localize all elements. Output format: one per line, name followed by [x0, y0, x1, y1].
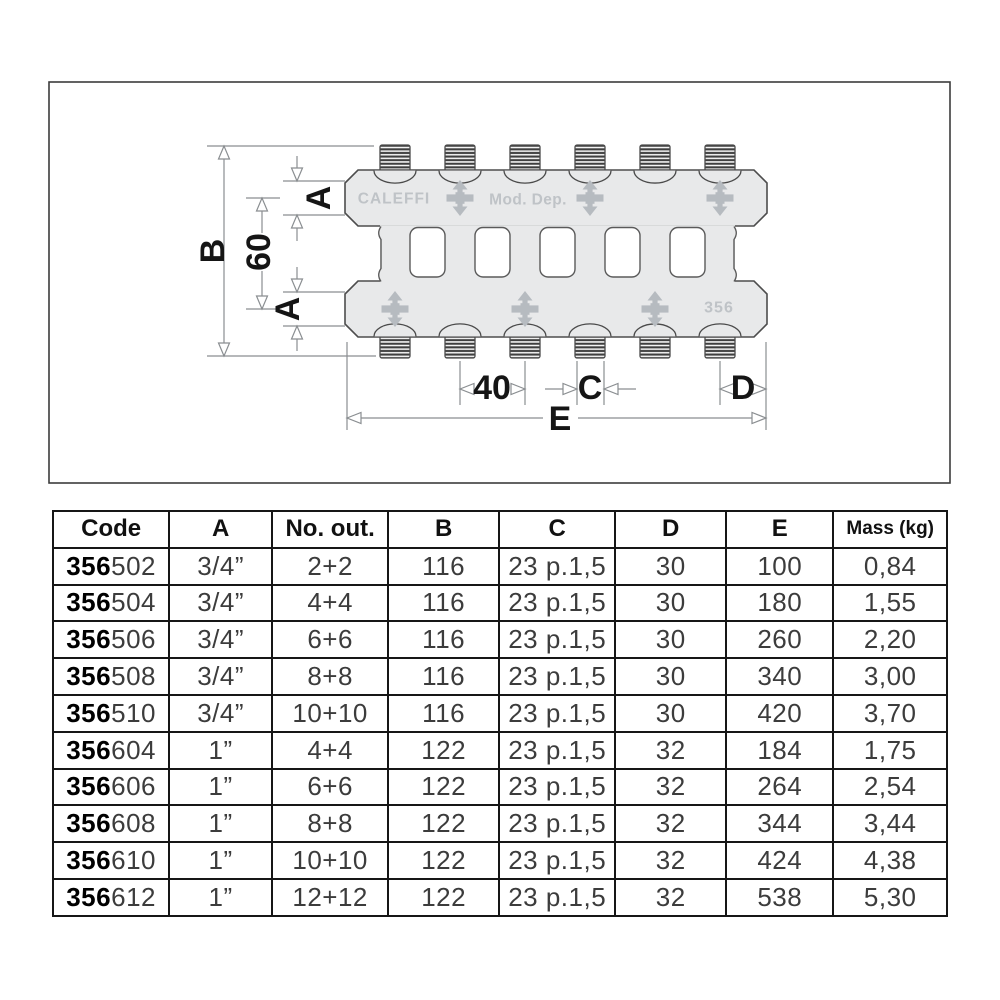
table-row: [53, 695, 947, 732]
cell-e: 340: [726, 658, 833, 695]
cell-b: 116: [388, 621, 499, 658]
cell-e: 184: [726, 732, 833, 769]
cell-a: 1”: [169, 805, 272, 842]
cell-no-out: 8+8: [272, 805, 388, 842]
cell-mass: 1,55: [833, 585, 947, 622]
cell-code: [53, 585, 169, 622]
cell-no-out: 10+10: [272, 695, 388, 732]
cell-mass: 2,20: [833, 621, 947, 658]
code-prefix: 356: [66, 624, 112, 655]
cell-b: 116: [388, 695, 499, 732]
col-header-mass: Mass (kg): [833, 511, 947, 548]
cell-e: 420: [726, 695, 833, 732]
cell-c: 23 p.1,5: [499, 842, 615, 879]
code-suffix: 508: [111, 661, 156, 692]
cell-no-out: 4+4: [272, 732, 388, 769]
code-prefix: 356: [66, 734, 112, 765]
code-prefix: 356: [66, 550, 112, 581]
cell-no-out: 4+4: [272, 585, 388, 622]
cell-b: 116: [388, 548, 499, 585]
code-prefix: 356: [66, 808, 112, 839]
cell-code: [53, 805, 169, 842]
table-row: [53, 658, 947, 695]
cell-c: 23 p.1,5: [499, 658, 615, 695]
col-header-a: A: [169, 511, 272, 548]
table-row: [53, 842, 947, 879]
cell-c: 23 p.1,5: [499, 879, 615, 916]
cell-a: 3/4”: [169, 585, 272, 622]
cell-c: 23 p.1,5: [499, 805, 615, 842]
cell-c: 23 p.1,5: [499, 769, 615, 806]
cell-a: 1”: [169, 842, 272, 879]
cell-no-out: 12+12: [272, 879, 388, 916]
cell-d: 30: [615, 585, 726, 622]
dim-label-40: 40: [473, 369, 511, 407]
cell-mass: 3,00: [833, 658, 947, 695]
dim-label-60: 60: [240, 233, 278, 271]
cell-d: 32: [615, 879, 726, 916]
cell-e: 260: [726, 621, 833, 658]
cell-a: 3/4”: [169, 548, 272, 585]
cell-code: [53, 621, 169, 658]
col-header-b: B: [388, 511, 499, 548]
cell-code: [53, 842, 169, 879]
specification-table: [52, 510, 948, 917]
table-row: [53, 621, 947, 658]
code-prefix: 356: [66, 661, 112, 692]
header-row: [53, 511, 947, 548]
cell-c: 23 p.1,5: [499, 695, 615, 732]
table-row: [53, 732, 947, 769]
col-header-e: E: [726, 511, 833, 548]
dim-label-D: D: [730, 369, 756, 407]
code-prefix: 356: [66, 845, 112, 876]
cell-code: [53, 548, 169, 585]
cell-c: 23 p.1,5: [499, 732, 615, 769]
table-row: [53, 805, 947, 842]
cell-d: 30: [615, 548, 726, 585]
code-suffix: 506: [111, 624, 156, 655]
cell-mass: 2,54: [833, 769, 947, 806]
cell-a: 3/4”: [169, 695, 272, 732]
cell-b: 122: [388, 842, 499, 879]
cell-d: 30: [615, 621, 726, 658]
code-prefix: 356: [66, 771, 112, 802]
cell-b: 122: [388, 732, 499, 769]
cell-a: 1”: [169, 769, 272, 806]
cell-no-out: 6+6: [272, 769, 388, 806]
cell-code: [53, 769, 169, 806]
cell-mass: 3,44: [833, 805, 947, 842]
cell-code: [53, 732, 169, 769]
code-prefix: 356: [66, 697, 112, 728]
dim-label-B: B: [194, 238, 232, 264]
cell-e: 180: [726, 585, 833, 622]
table-row: [53, 548, 947, 585]
cell-d: 32: [615, 805, 726, 842]
code-suffix: 612: [111, 881, 156, 912]
cell-no-out: 8+8: [272, 658, 388, 695]
cell-code: [53, 695, 169, 732]
code-suffix: 608: [111, 808, 156, 839]
code-prefix: 356: [66, 587, 112, 618]
model-note-lettering: Mod. Dep.: [489, 191, 567, 209]
dim-label-A-top: A: [300, 185, 338, 211]
cell-b: 116: [388, 658, 499, 695]
cell-e: 264: [726, 769, 833, 806]
cell-e: 344: [726, 805, 833, 842]
cell-b: 116: [388, 585, 499, 622]
cell-no-out: 6+6: [272, 621, 388, 658]
cell-b: 122: [388, 769, 499, 806]
cell-code: [53, 658, 169, 695]
dim-label-A-bottom: A: [269, 296, 307, 322]
series-lettering: 356: [704, 299, 734, 317]
code-suffix: 504: [111, 587, 156, 618]
cell-code: [53, 879, 169, 916]
table-row: [53, 585, 947, 622]
cell-b: 122: [388, 805, 499, 842]
cell-c: 23 p.1,5: [499, 585, 615, 622]
col-header-code: Code: [53, 511, 169, 548]
cell-e: 538: [726, 879, 833, 916]
cell-no-out: 2+2: [272, 548, 388, 585]
brand-lettering: CALEFFI: [357, 190, 431, 208]
code-suffix: 610: [111, 845, 156, 876]
cell-e: 100: [726, 548, 833, 585]
code-suffix: 510: [111, 697, 156, 728]
dim-label-C: C: [577, 369, 603, 407]
cell-a: 3/4”: [169, 658, 272, 695]
cell-d: 32: [615, 842, 726, 879]
cell-a: 1”: [169, 879, 272, 916]
cell-c: 23 p.1,5: [499, 548, 615, 585]
code-prefix: 356: [66, 881, 112, 912]
cell-no-out: 10+10: [272, 842, 388, 879]
cell-mass: 1,75: [833, 732, 947, 769]
cell-c: 23 p.1,5: [499, 621, 615, 658]
table-row: [53, 879, 947, 916]
dim-label-E: E: [548, 400, 572, 438]
cell-mass: 0,84: [833, 548, 947, 585]
cell-mass: 5,30: [833, 879, 947, 916]
col-header-c: C: [499, 511, 615, 548]
cell-a: 1”: [169, 732, 272, 769]
cell-a: 3/4”: [169, 621, 272, 658]
code-suffix: 502: [111, 550, 156, 581]
col-header-d: D: [615, 511, 726, 548]
cell-d: 32: [615, 769, 726, 806]
cell-e: 424: [726, 842, 833, 879]
cell-d: 30: [615, 658, 726, 695]
cell-b: 122: [388, 879, 499, 916]
code-suffix: 606: [111, 771, 156, 802]
cell-d: 32: [615, 732, 726, 769]
table-row: [53, 769, 947, 806]
cell-mass: 3,70: [833, 695, 947, 732]
cell-d: 30: [615, 695, 726, 732]
col-header-no-out: No. out.: [272, 511, 388, 548]
code-suffix: 604: [111, 734, 156, 765]
cell-mass: 4,38: [833, 842, 947, 879]
